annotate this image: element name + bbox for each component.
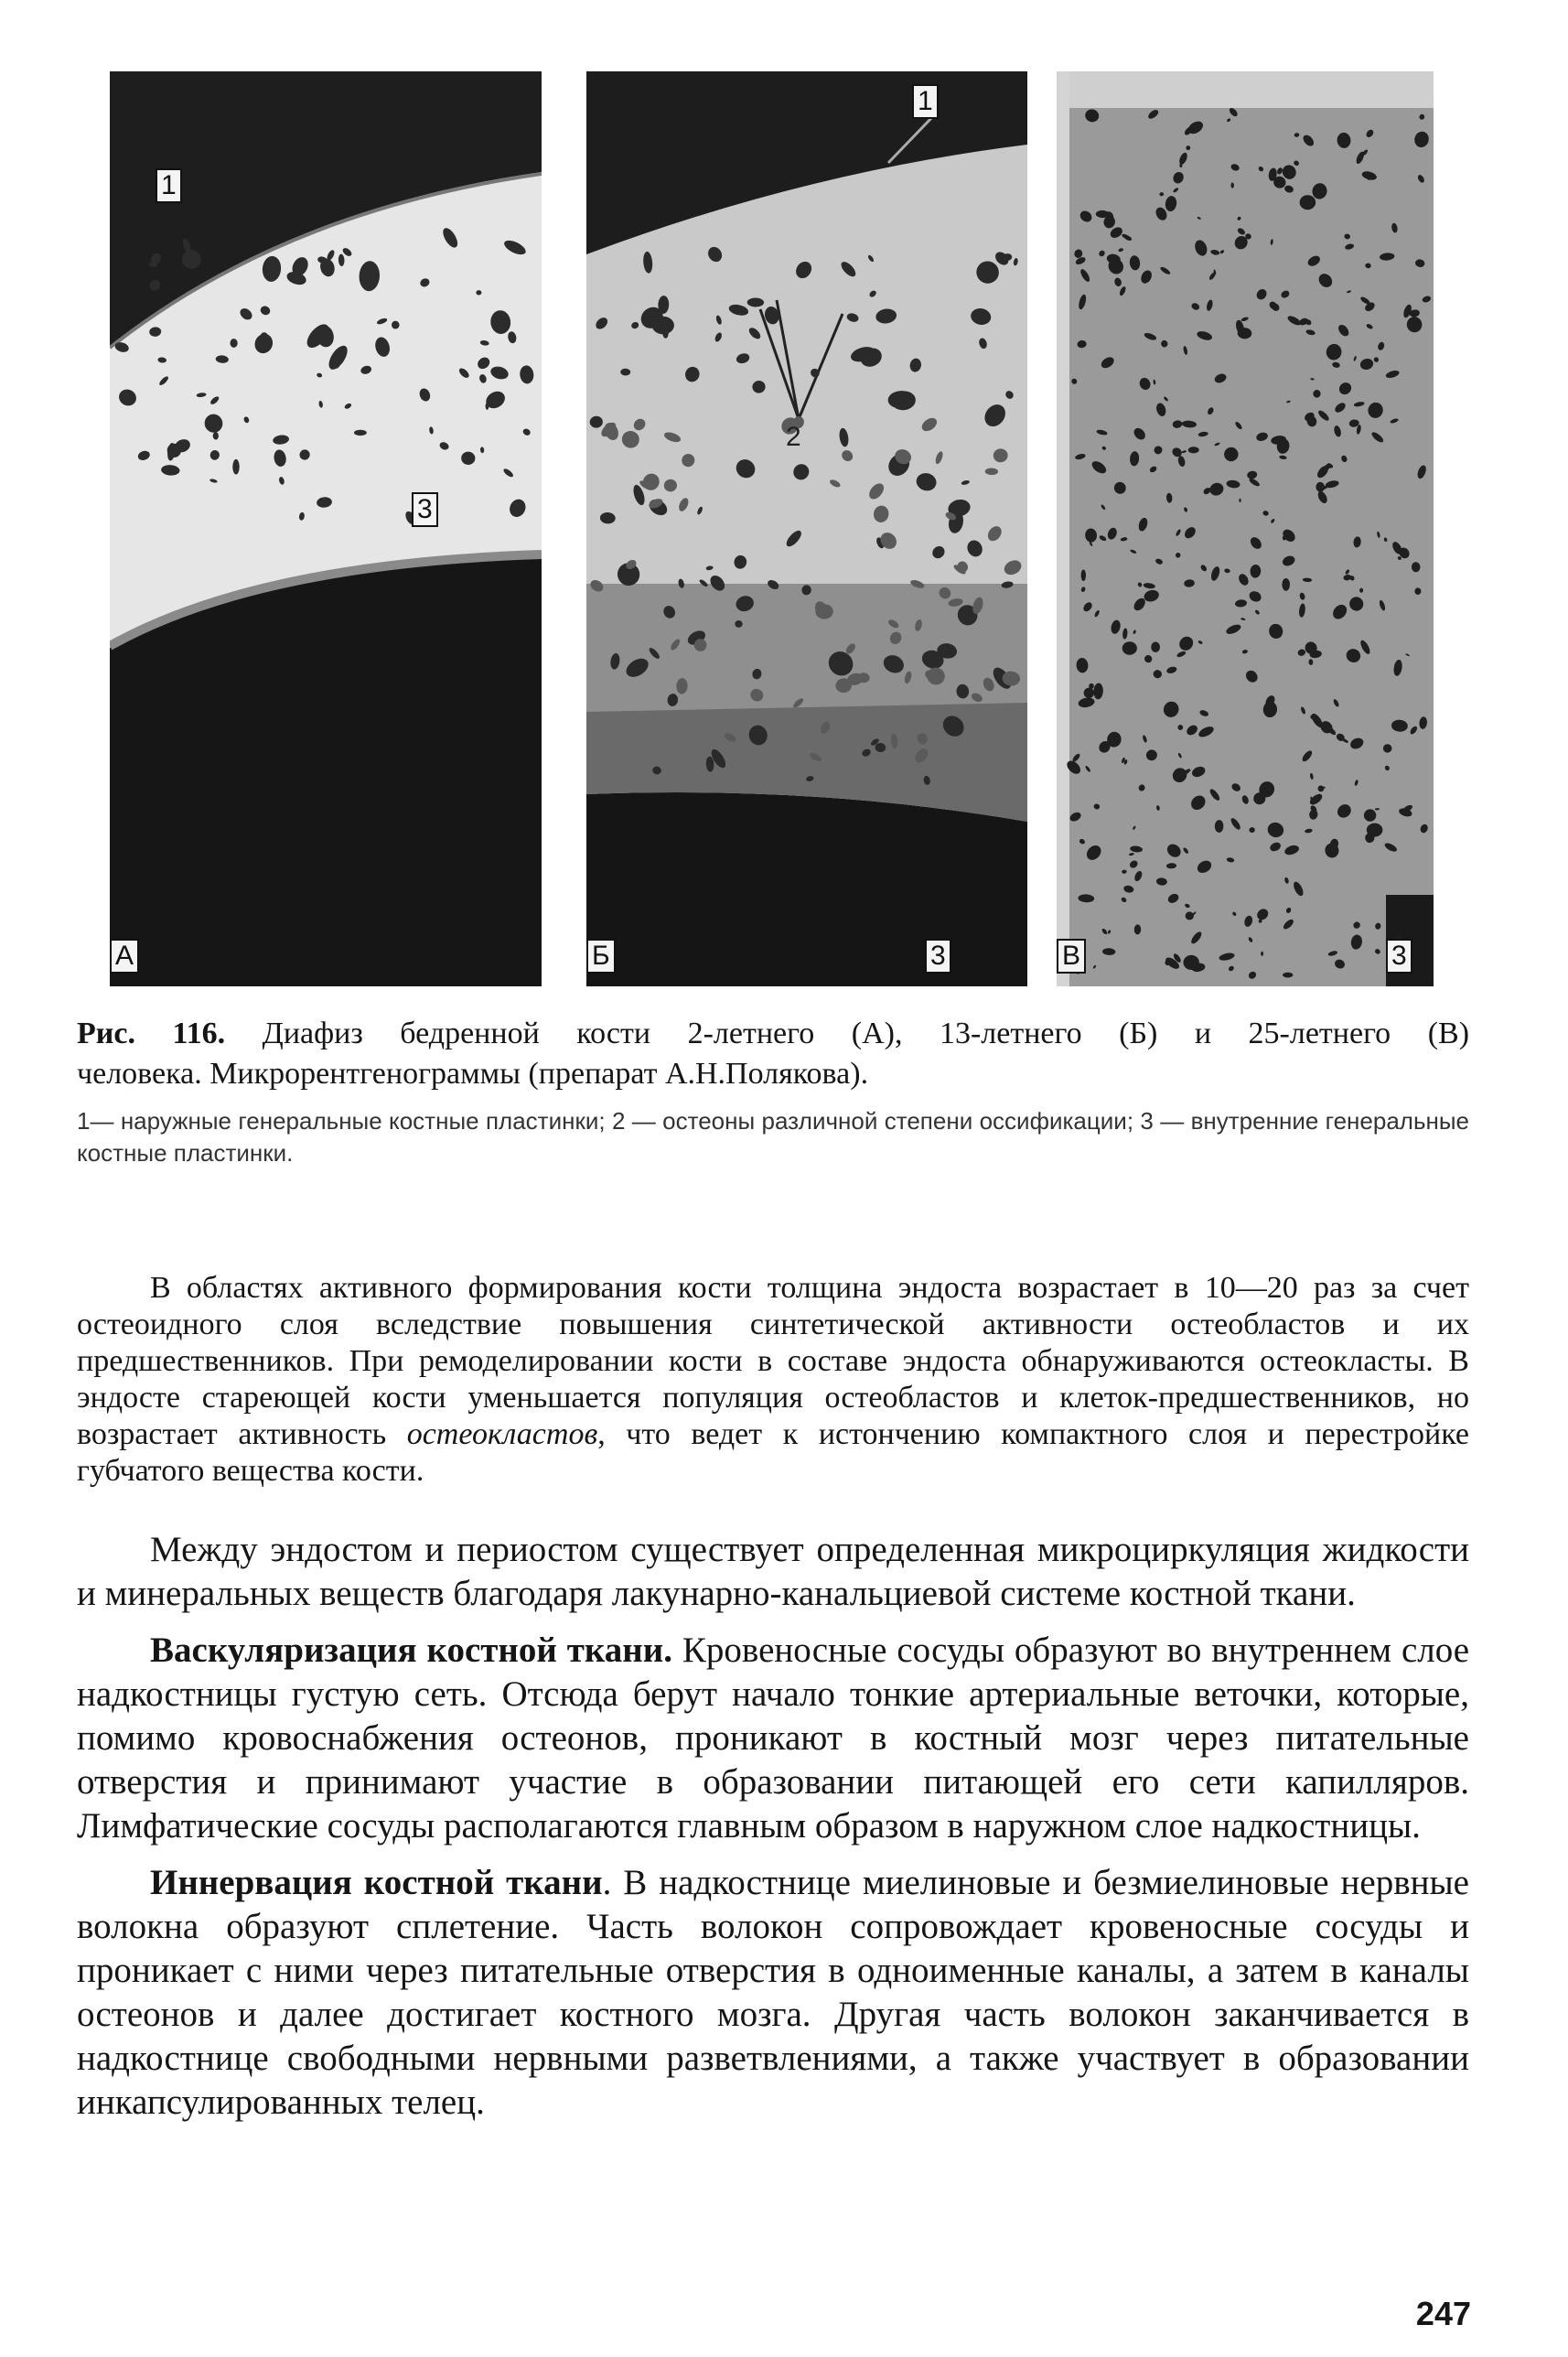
marker-3: 3 bbox=[925, 939, 951, 974]
panel-label-a: А bbox=[110, 939, 139, 974]
marker-2: 2 bbox=[786, 422, 801, 452]
pore-mark bbox=[1186, 911, 1194, 920]
caption-title bbox=[77, 1014, 1469, 1054]
figure-caption bbox=[77, 1014, 1469, 1169]
section-heading-innervation: Иннервация костной ткани bbox=[150, 1863, 603, 1902]
micrograph-b-image bbox=[586, 71, 1027, 986]
body-paragraph-small bbox=[77, 1270, 1469, 1490]
micrograph-a-image bbox=[110, 71, 542, 986]
panel-label-b: Б bbox=[586, 939, 616, 974]
body-paragraph-innervation bbox=[77, 1861, 1469, 2125]
body-main-text bbox=[77, 1528, 1469, 2137]
micrograph-panel-a bbox=[110, 71, 542, 986]
pore-mark bbox=[354, 430, 367, 436]
micrograph-c-image bbox=[1057, 71, 1434, 986]
figure-legend: 1— наружные генеральные костные пластинки; 2 — остеоны различной степени оссификации; 3 — внутренние генеральные костные пластинки. bbox=[77, 1107, 1469, 1167]
panel-label-c: В bbox=[1057, 939, 1086, 974]
para-1-text-end: , что ведет к истончению компактного слоя и перестройке губчатого вещества кости. bbox=[77, 1417, 1469, 1488]
pore-mark bbox=[1081, 570, 1086, 582]
pore-mark bbox=[232, 459, 239, 475]
marker-3: 3 bbox=[1386, 939, 1412, 974]
pore-mark bbox=[1239, 499, 1240, 502]
section-heading-vascularization: Васкуляризация костной ткани. bbox=[150, 1631, 672, 1670]
micrograph-panel-c bbox=[1057, 71, 1434, 986]
body-paragraph-vascularization bbox=[77, 1629, 1469, 1848]
caption-title-line-2: человека. Микрорентгенограммы (препарат А.Н.Полякова). bbox=[77, 1057, 869, 1091]
body-paragraph: Между эндостом и периостом существует определенная микроциркуляция жидкости и минеральных веществ благодаря лакунарно-канальциевой системе костной ткани. bbox=[77, 1530, 1469, 1613]
micrograph-panel-b bbox=[586, 71, 1027, 986]
para-1-emphasis: остеокластов bbox=[406, 1417, 598, 1451]
pore-mark bbox=[1122, 641, 1137, 654]
innervation-text: . В надкостнице миелиновые и безмиелиновые нервные волокна образуют сплетение. Часть волокон сопровождает кровеносные сосуды и проникает с ними через питательные отверстия в одноименные каналы, а затем в каналы остеонов и далее достигает костного мозга. Другая часть волокон заканчивается в надкостнице свободными нервными разветвлениями, а также участвует в образовании инкапсулированных телец. bbox=[77, 1863, 1469, 2122]
pore-mark bbox=[1359, 588, 1363, 593]
marker-1: 1 bbox=[912, 84, 939, 119]
pore-mark bbox=[1282, 578, 1290, 591]
pore-mark bbox=[1300, 195, 1316, 210]
pore-mark bbox=[1231, 183, 1234, 188]
caption-title-line-1: Диафиз бедренной кости 2-летнего (А), 13-летнего (Б) и 25-летнего (В) bbox=[262, 1017, 1470, 1050]
marker-1: 1 bbox=[156, 168, 182, 203]
pore-mark bbox=[1283, 973, 1293, 978]
page-number: 247 bbox=[1415, 2295, 1471, 2332]
vascularization-text: Кровеносные сосуды образуют во внутреннем слое надкостницы густую сеть. Отсюда берут начало тонкие артериальные веточки, которые, помимо кровоснабжения остеонов, проникают в костный мозг через питательные отверстия и принимают участие в образовании питающей его сети капилляров. Лимфатические сосуды располагаются главным образом в наружном слое надкостницы. bbox=[77, 1631, 1470, 1846]
para-1-text-start: В областях активного формирования кости толщина эндоста возрастает в 10—20 раз за счет остеоидного слоя вследствие повышения синтетической активности остеобластов и их предшественников. При ремоделировании кости в составе эндоста обнаруживаются остеокласты. В эндосте стареющей кости уменьшается популяция остеобластов и клеток-предшественников, но возрастает активность bbox=[77, 1271, 1469, 1451]
figure-label: Рис. 116. bbox=[77, 1017, 226, 1050]
marker-3: 3 bbox=[412, 492, 438, 527]
